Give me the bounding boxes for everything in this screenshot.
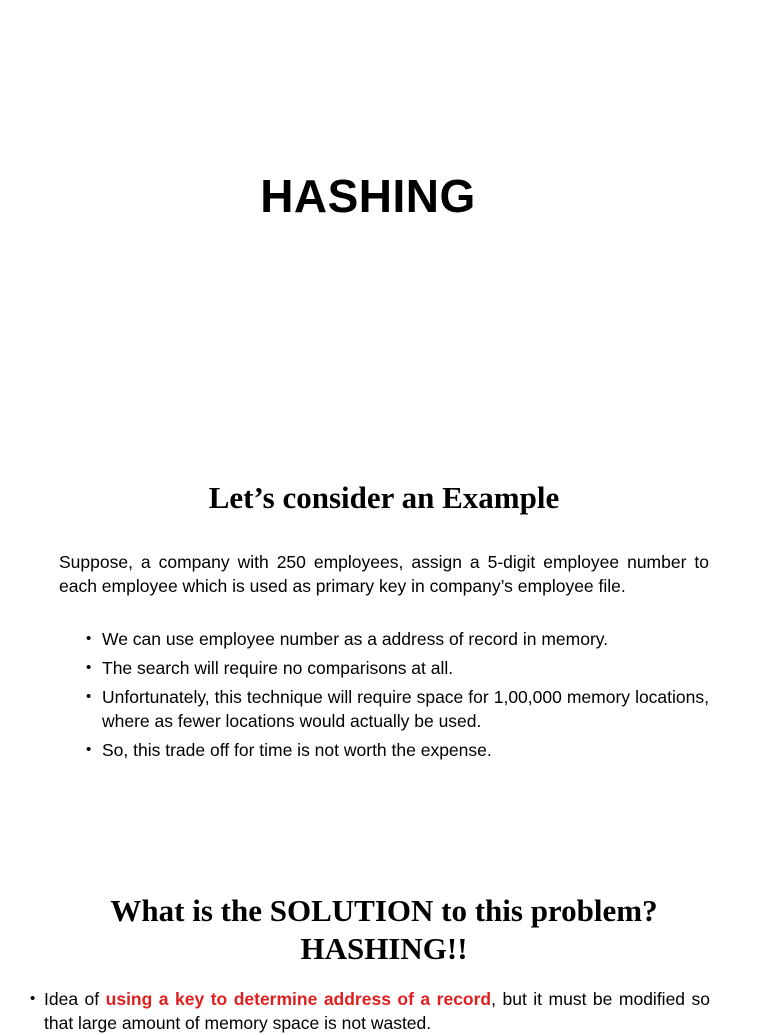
slide-title: HASHING — [260, 170, 476, 222]
bullet-suffix: , but it must be modified so that large amount of memory space is not wasted. — [44, 989, 710, 1033]
example-bullet-list — [86, 627, 709, 767]
bullet-icon: • — [86, 688, 92, 705]
solution-bullet-list — [30, 987, 710, 1035]
bullet-prefix: Idea of — [44, 989, 106, 1009]
highlighted-phrase: using a key to determine address of a record — [105, 989, 492, 1009]
list-item — [86, 627, 709, 651]
solution-heading-line1: What is the SOLUTION to this problem? — [110, 893, 658, 928]
bullet-text: So, this trade off for time is not worth the expense. — [102, 740, 492, 760]
example-paragraph: Suppose, a company with 250 employees, assign a 5-digit employee number to each employee which is used as primary key in company’s employee file. — [59, 552, 709, 596]
bullet-icon: • — [86, 741, 92, 758]
list-item — [86, 656, 709, 680]
bullet-text: The search will require no comparisons at all. — [102, 658, 454, 678]
example-heading: Let’s consider an Example — [208, 480, 560, 515]
bullet-icon: • — [86, 630, 92, 647]
list-item — [86, 685, 709, 733]
solution-heading-line2: HASHING!! — [300, 931, 468, 966]
bullet-text: Unfortunately, this technique will require space for 1,00,000 memory locations, where as fewer locations would actually be used. — [102, 687, 709, 731]
list-item — [30, 987, 710, 1035]
list-item — [86, 738, 709, 762]
bullet-icon: • — [86, 659, 92, 676]
solution-heading — [0, 892, 768, 968]
bullet-text: We can use employee number as a address of record in memory. — [102, 629, 609, 649]
bullet-icon: • — [30, 990, 36, 1007]
